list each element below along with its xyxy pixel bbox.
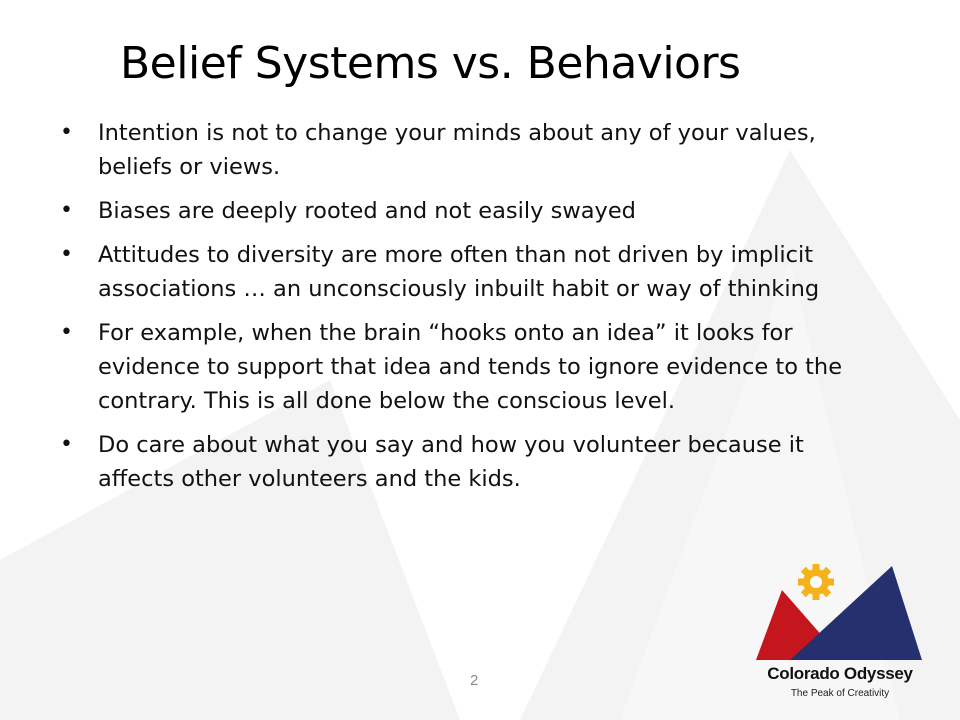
bullet-text: Attitudes to diversity are more often than not driven by implicit associations … an unconsciously inbuilt habit or way of thinking — [98, 242, 820, 302]
bullet-item — [58, 116, 848, 184]
bullet-marker: • — [60, 320, 73, 345]
bullet-text: Intention is not to change your minds about any of your values, beliefs or views. — [98, 120, 816, 180]
bullet-text: Do care about what you say and how you volunteer because it affects other volunteers and the kids. — [98, 432, 804, 492]
bullet-item — [58, 316, 848, 418]
bullet-item — [58, 194, 848, 228]
bullet-marker: • — [60, 120, 73, 145]
logo-tagline: The Peak of Creativity — [790, 688, 890, 699]
bullet-marker: • — [60, 432, 73, 457]
bullet-item — [58, 238, 848, 306]
logo-name: Colorado Odyssey — [767, 664, 913, 683]
slide-title: Belief Systems vs. Behaviors — [120, 38, 741, 89]
bullet-text: For example, when the brain “hooks onto an idea” it looks for evidence to support that idea and tends to ignore evidence to the contrary. This is all done below the conscious level. — [98, 320, 843, 414]
gear-icon — [798, 564, 834, 600]
page-number: 2 — [470, 672, 479, 689]
bullet-marker: • — [60, 242, 73, 267]
bullet-marker: • — [60, 198, 73, 223]
bullet-text: Biases are deeply rooted and not easily swayed — [98, 198, 636, 224]
bullet-item — [58, 428, 848, 496]
bullet-list — [58, 116, 848, 506]
